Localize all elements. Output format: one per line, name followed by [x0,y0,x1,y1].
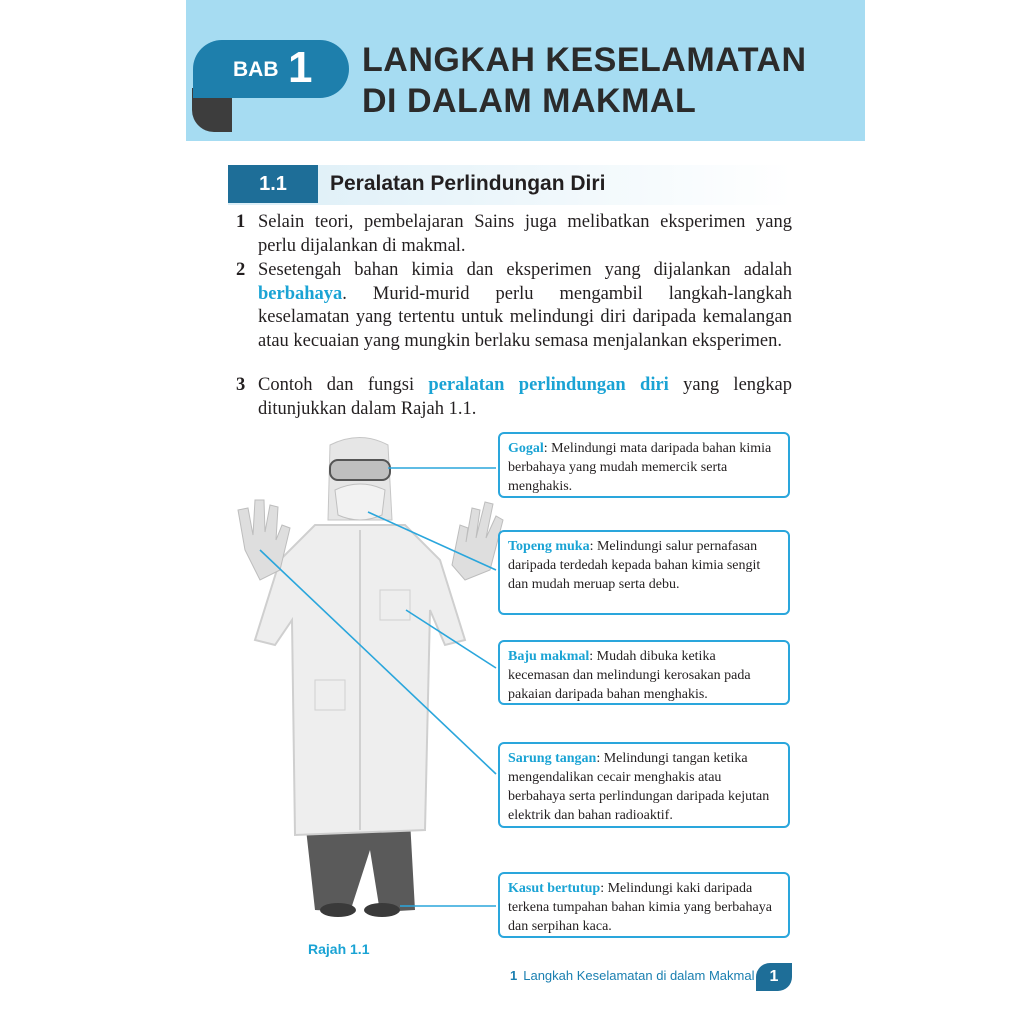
goggles-shape [330,460,390,480]
chapter-badge [193,40,349,98]
chapter-number: 1 [288,43,313,92]
callout-gloves [498,742,790,828]
callout-term: Baju makmal [508,649,590,664]
chapter-title: LANGKAH KESELAMATAN DI DALAM MAKMAL [362,41,807,120]
callout-closed-shoes [498,872,790,938]
paragraph-2 [236,259,792,353]
callout-text: : Melindungi mata daripada bahan kimia berbahaya yang mudah memercik serta menghakis. [508,441,772,494]
left-shoe-shape [320,903,356,917]
callout-text: : Mudah dibuka ketika kecemasan dan melindungi kerosakan pada pakaian daripada bahan menghakis. [508,649,751,702]
footer-chapter-title: Langkah Keselamatan di dalam Makmal [523,968,755,983]
chapter-label: BAB [233,58,279,81]
paragraph-text-part: Selain teori, pembelajaran Sains juga melibatkan eksperimen yang perlu dijalankan di makmal. [258,212,792,256]
paragraph-text-part: yang lengkap ditunjukkan dalam Rajah 1.1. [258,375,792,419]
callout-face-mask [498,530,790,615]
callout-term: Kasut bertutup [508,881,601,896]
paragraph-number: 3 [236,375,246,395]
callout-lab-coat [498,640,790,705]
paragraph-text-part: . Murid-murid perlu mengambil langkah-langkah keselamatan yang tertentu untuk melindungi diri daripada kemalangan atau kecuaian yang mungkin berlaku semasa menjalankan eksperimen. [258,283,792,351]
footer-chapter-number: 1 [510,968,518,983]
highlight-term: berbahaya [258,283,343,304]
callout-term: Sarung tangan [508,751,597,766]
right-glove-shape [452,502,503,580]
paragraph-3 [236,374,792,421]
callout-text: : Melindungi kaki daripada terkena tumpahan bahan kimia yang berbahaya dan serpihan kaca. [508,881,772,934]
callout-term: Gogal [508,441,544,456]
page-number: 1 [756,963,792,991]
callout-text: : Melindungi salur pernafasan daripada terdedah kepada bahan kimia sengit dan mudah meruap serta debu. [508,539,761,592]
highlight-term: peralatan perlindungan diri [428,375,669,395]
paragraph-text-part: Contoh dan fungsi [258,375,429,395]
paragraph-number: 2 [236,260,246,280]
callout-goggles [498,432,790,498]
face-mask-shape [335,484,385,520]
paragraph-number: 1 [236,212,246,232]
paragraph-text [258,259,792,353]
paragraph-text [258,211,792,258]
paragraph-1 [236,211,792,258]
right-shoe-shape [364,903,400,917]
paragraph-text-part: Sesetengah bahan kimia dan eksperimen yang dijalankan adalah [258,260,792,280]
section-number: 1.1 [228,165,318,203]
figure-caption: Rajah 1.1 [308,941,370,957]
callout-term: Topeng muka [508,539,590,554]
section-title: Peralatan Perlindungan Diri [330,172,606,195]
paragraph-text [258,374,792,421]
page-footer [510,968,754,983]
callout-text: : Melindungi tangan ketika mengendalikan cecair menghakis atau berbahaya serta perlindungan daripada kejutan elektrik dan bahan radioaktif. [508,751,770,823]
